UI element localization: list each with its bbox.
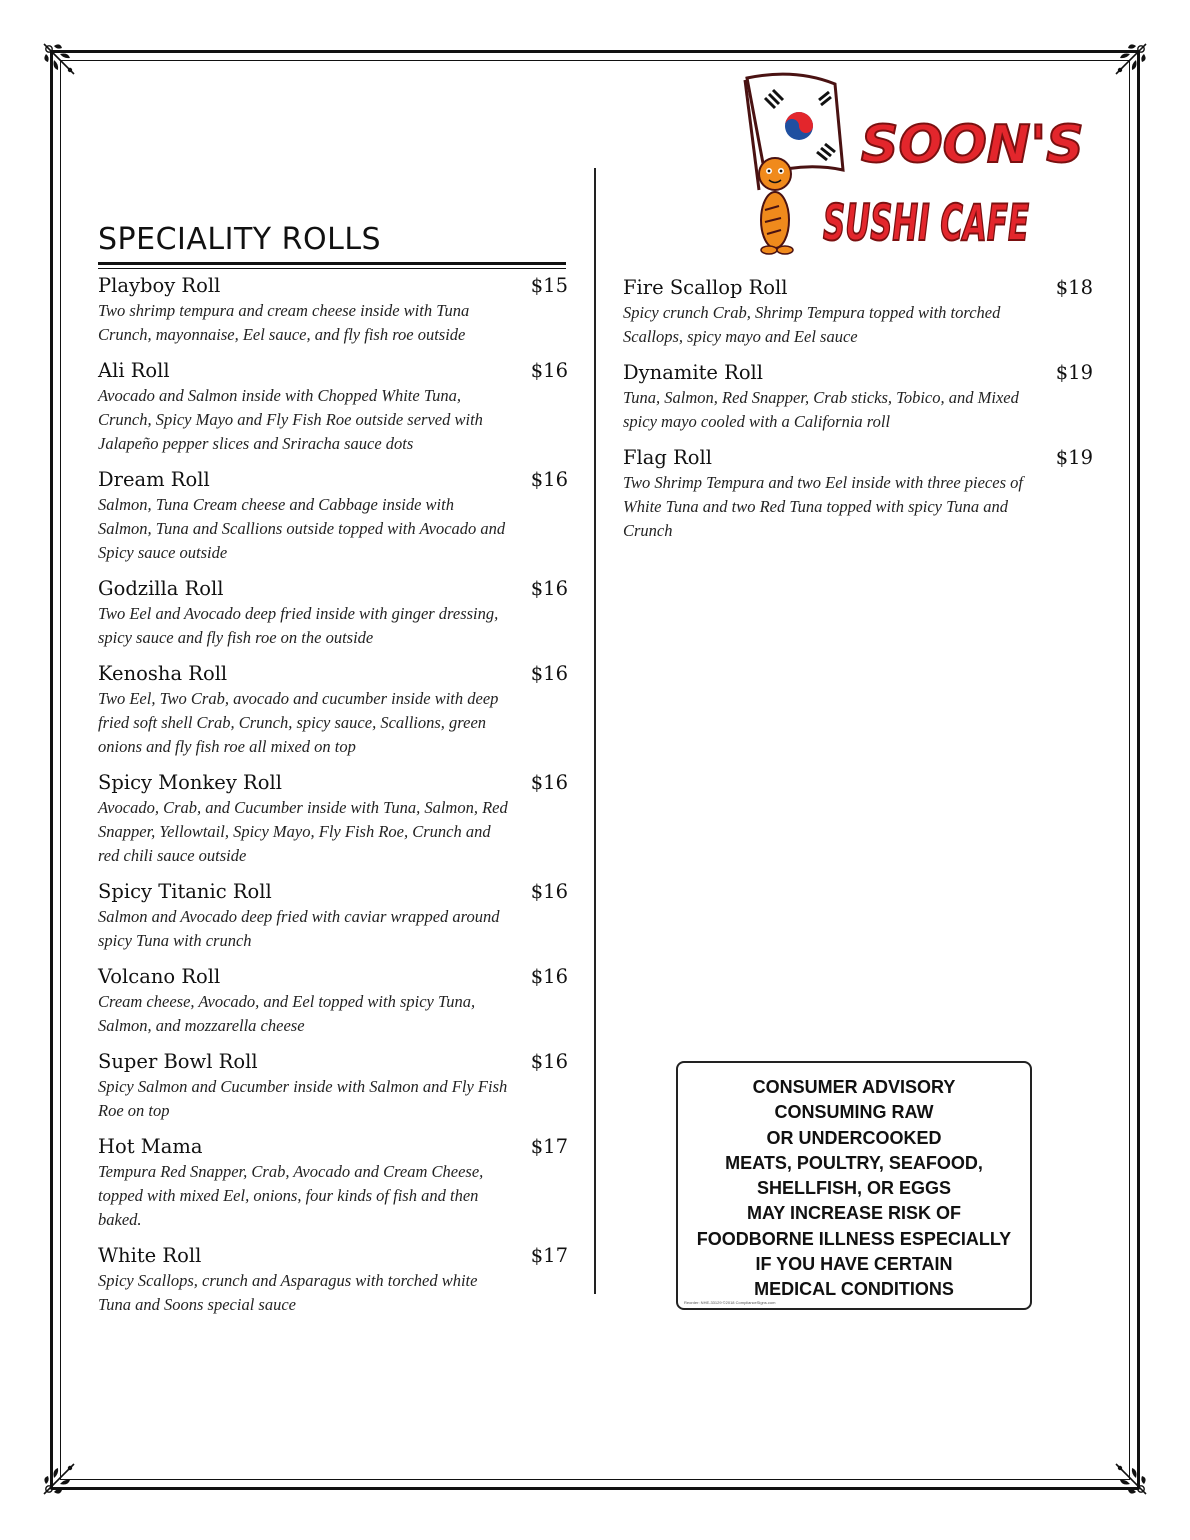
item-price: $16 [530, 577, 568, 600]
item-price: $16 [530, 965, 568, 988]
item-price: $16 [530, 1050, 568, 1073]
menu-item [98, 771, 568, 868]
item-price: $16 [530, 662, 568, 685]
title-rule [98, 268, 566, 269]
item-name: Ali Roll [98, 359, 170, 382]
item-price: $19 [1055, 361, 1093, 384]
menu-item [98, 359, 568, 456]
item-name: Dynamite Roll [623, 361, 764, 384]
menu-item [98, 880, 568, 953]
item-name: Godzilla Roll [98, 577, 224, 600]
menu-item [98, 1135, 568, 1232]
item-name: Flag Roll [623, 446, 712, 469]
item-description: Spicy crunch Crab, Shrimp Tempura topped with torched Scallops, spicy mayo and Eel sauce [623, 303, 1001, 346]
advisory-line: MAY INCREASE RISK OF [746, 1203, 962, 1224]
menu-item [98, 1244, 568, 1317]
restaurant-logo [735, 70, 1084, 255]
item-description: Two Eel, Two Crab, avocado and cucumber inside with deep fried soft shell Crab, Crunch, spicy sauce, Scallions, green onions and fly fish roe all mixed on top [98, 689, 499, 756]
menu-item [98, 662, 568, 759]
floral-ornament-icon [1112, 1460, 1150, 1498]
menu-item [623, 446, 1093, 543]
item-description: Spicy Scallops, crunch and Asparagus with torched white Tuna and Soons special sauce [98, 1271, 478, 1314]
advisory-line: MEDICAL CONDITIONS [754, 1279, 954, 1300]
item-name: Playboy Roll [98, 274, 221, 297]
item-name: Spicy Titanic Roll [98, 880, 272, 903]
advisory-line: OR UNDERCOOKED [766, 1127, 942, 1148]
item-price: $15 [530, 274, 568, 297]
item-price: $16 [530, 468, 568, 491]
item-name: Dream Roll [98, 468, 210, 491]
menu-item [98, 468, 568, 565]
menu-item [98, 274, 568, 347]
menu-item [98, 1050, 568, 1123]
column-divider [594, 168, 596, 1294]
item-price: $17 [530, 1135, 568, 1158]
item-price: $19 [1055, 446, 1093, 469]
item-name: Kenosha Roll [98, 662, 228, 685]
item-name: Spicy Monkey Roll [98, 771, 282, 794]
item-name: White Roll [98, 1244, 202, 1267]
item-description: Avocado and Salmon inside with Chopped White Tuna, Crunch, Spicy Mayo and Fly Fish Roe outside served with Jalapeño pepper slices and Sriracha sauce dots [98, 386, 483, 453]
advisory-line: FOODBORNE ILLNESS ESPECIALLY [696, 1228, 1012, 1249]
consumer-advisory-box [676, 1061, 1032, 1310]
item-description: Two Eel and Avocado deep fried inside with ginger dressing, spicy sauce and fly fish roe on the outside [98, 604, 499, 647]
item-description: Two shrimp tempura and cream cheese inside with Tuna Crunch, mayonnaise, Eel sauce, and fly fish roe outside [98, 301, 470, 344]
advisory-fine-print: Reorder: NHE-33129 ©2018 ComplianceSigns.com [684, 1300, 776, 1305]
left-menu-column [98, 274, 568, 1329]
item-price: $17 [530, 1244, 568, 1267]
menu-item [623, 276, 1093, 349]
floral-ornament-icon [40, 1460, 78, 1498]
menu-item [98, 577, 568, 650]
item-price: $16 [530, 771, 568, 794]
advisory-line: SHELLFISH, OR EGGS [756, 1178, 952, 1199]
item-description: Two Shrimp Tempura and two Eel inside with three pieces of White Tuna and two Red Tuna topped with spicy Tuna and Crunch [623, 473, 1023, 540]
right-menu-column [623, 276, 1093, 555]
item-description: Spicy Salmon and Cucumber inside with Salmon and Fly Fish Roe on top [98, 1077, 508, 1120]
menu-item [98, 965, 568, 1038]
item-price: $16 [530, 880, 568, 903]
item-name: Super Bowl Roll [98, 1050, 258, 1073]
title-rule [98, 262, 566, 265]
floral-ornament-icon [1112, 40, 1150, 78]
item-description: Avocado, Crab, and Cucumber inside with Tuna, Salmon, Red Snapper, Yellowtail, Spicy Mayo, Fly Fish Roe, Crunch and red chili sauce outside [98, 798, 508, 865]
section-title: SPECIALITY ROLLS [98, 222, 382, 257]
item-description: Tempura Red Snapper, Crab, Avocado and Cream Cheese, topped with mixed Eel, onions, four kinds of fish and then baked. [98, 1162, 484, 1229]
advisory-line: CONSUMING RAW [774, 1102, 934, 1123]
advisory-line: CONSUMER ADVISORY [752, 1077, 956, 1097]
logo-line1: SOON'S [861, 115, 1084, 175]
item-price: $16 [530, 359, 568, 382]
item-description: Salmon and Avocado deep fried with caviar wrapped around spicy Tuna with crunch [98, 907, 500, 950]
item-name: Hot Mama [98, 1135, 203, 1158]
menu-item [623, 361, 1093, 434]
advisory-line: MEATS, POULTRY, SEAFOOD, [725, 1152, 983, 1173]
item-name: Volcano Roll [98, 965, 221, 988]
item-price: $18 [1055, 276, 1093, 299]
floral-ornament-icon [40, 40, 78, 78]
advisory-line: IF YOU HAVE CERTAIN [755, 1254, 953, 1275]
item-description: Tuna, Salmon, Red Snapper, Crab sticks, Tobico, and Mixed spicy mayo cooled with a California roll [623, 388, 1019, 431]
tiger-mascot-icon [759, 158, 793, 254]
logo-line2: SUSHI CAFE [823, 194, 1029, 252]
item-name: Fire Scallop Roll [623, 276, 788, 299]
item-description: Cream cheese, Avocado, and Eel topped with spicy Tuna, Salmon, and mozzarella cheese [98, 992, 476, 1035]
item-description: Salmon, Tuna Cream cheese and Cabbage inside with Salmon, Tuna and Scallions outside topped with Avocado and Spicy sauce outside [98, 495, 506, 562]
